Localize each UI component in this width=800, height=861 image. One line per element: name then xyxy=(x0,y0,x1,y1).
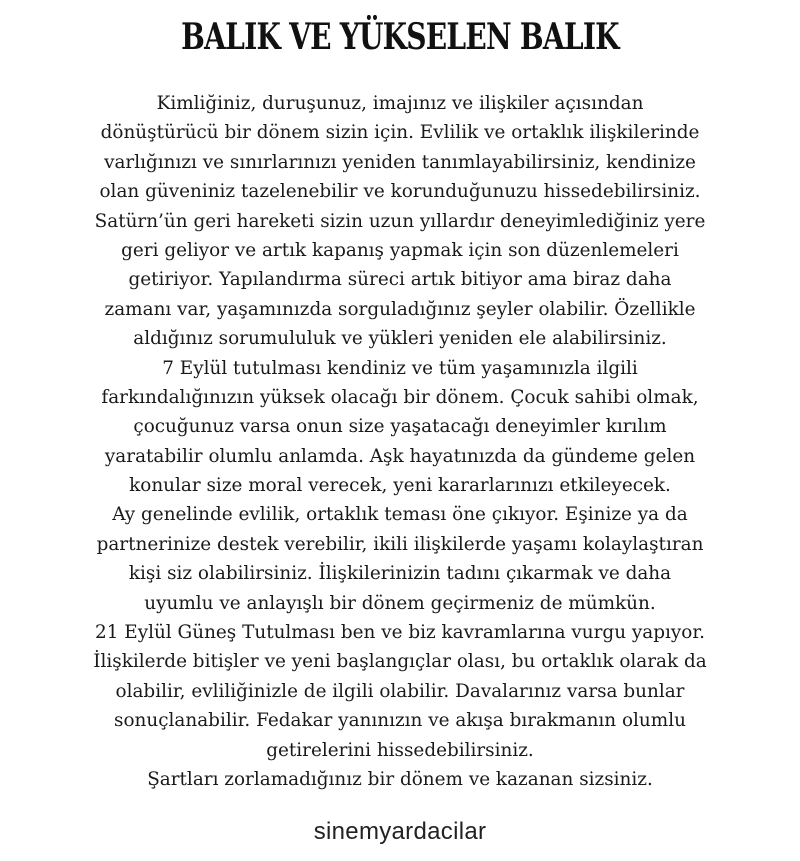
text-line: 21 Eylül Güneş Tutulması ben ve biz kavramlarına vurgu yapıyor. xyxy=(95,622,705,644)
text-line: getiriyor. Yapılandırma süreci artık bitiyor ama biraz daha xyxy=(128,269,672,291)
text-line: zamanı var, yaşamınızda sorguladığınız şeyler olabilir. Özellikle xyxy=(104,298,696,320)
text-line: aldığınız sorumululuk ve yükleri yeniden ele alabilirsiniz. xyxy=(133,328,667,350)
text-line: kişi siz olabilirsiniz. İlişkilerinizin tadını çıkarmak ve daha xyxy=(128,563,672,585)
author-signature: sinemyardacilar xyxy=(313,818,487,845)
text-line: Kimliğiniz, duruşunuz, imajınız ve ilişkiler açısından xyxy=(156,93,644,114)
text-line: sonuçlanabilir. Fedakar yanınızın ve akışa bırakmanın olumlu xyxy=(114,710,686,732)
text-line: partnerinize destek verebilir, ikili ilişkilerde yaşamı kolaylaştıran xyxy=(96,533,704,555)
text-line: dönüştürücü bir dönem sizin için. Evlilik ve ortaklık ilişkilerinde xyxy=(100,122,700,144)
text-line: farkındalığınızın yüksek olacağı bir dönem. Çocuk sahibi olmak, xyxy=(101,386,699,408)
text-line: 7 Eylül tutulması kendiniz ve tüm yaşamınızla ilgili xyxy=(162,357,638,379)
text-line: çocuğunuz varsa onun size yaşatacağı deneyimler kırılım xyxy=(133,416,667,438)
text-line: yaratabilir olumlu anlamda. Aşk hayatınızda da gündeme gelen xyxy=(104,445,696,467)
text-line: Ay genelinde evlilik, ortaklık teması öne çıkıyor. Eşinize ya da xyxy=(112,504,688,526)
text-line: Satürn’ün geri hareketi sizin uzun yıllardır deneyimlediğiniz yere xyxy=(94,210,706,232)
text-line: varlığınızı ve sınırlarınızı yeniden tanımlayabilirsiniz, kendinize xyxy=(104,151,696,173)
text-line: geri geliyor ve artık kapanış yapmak için son düzenlemeleri xyxy=(121,239,679,261)
text-line: konular size moral verecek, yeni kararlarınızı etkileyecek. xyxy=(129,475,671,497)
text-line: uyumlu ve anlayışlı bir dönem geçirmeniz de mümkün. xyxy=(144,592,656,614)
text-line: olan güveniniz tazelenebilir ve korunduğunuzu hissedebilirsiniz. xyxy=(99,181,701,203)
text-line: olabilir, evliliğinizle de ilgili olabilir. Davalarınız varsa bunlar xyxy=(115,680,685,702)
text-line: İlişkilerde bitişler ve yeni başlangıçlar olası, bu ortaklık olarak da xyxy=(93,651,707,673)
text-line: getirelerini hissedebilirsiniz. xyxy=(266,739,534,761)
text-line: Şartları zorlamadığınız bir dönem ve kazanan sizsiniz. xyxy=(147,768,653,790)
page-title: BALIK VE YÜKSELEN BALIK xyxy=(181,16,619,58)
horoscope-text xyxy=(10,89,790,794)
